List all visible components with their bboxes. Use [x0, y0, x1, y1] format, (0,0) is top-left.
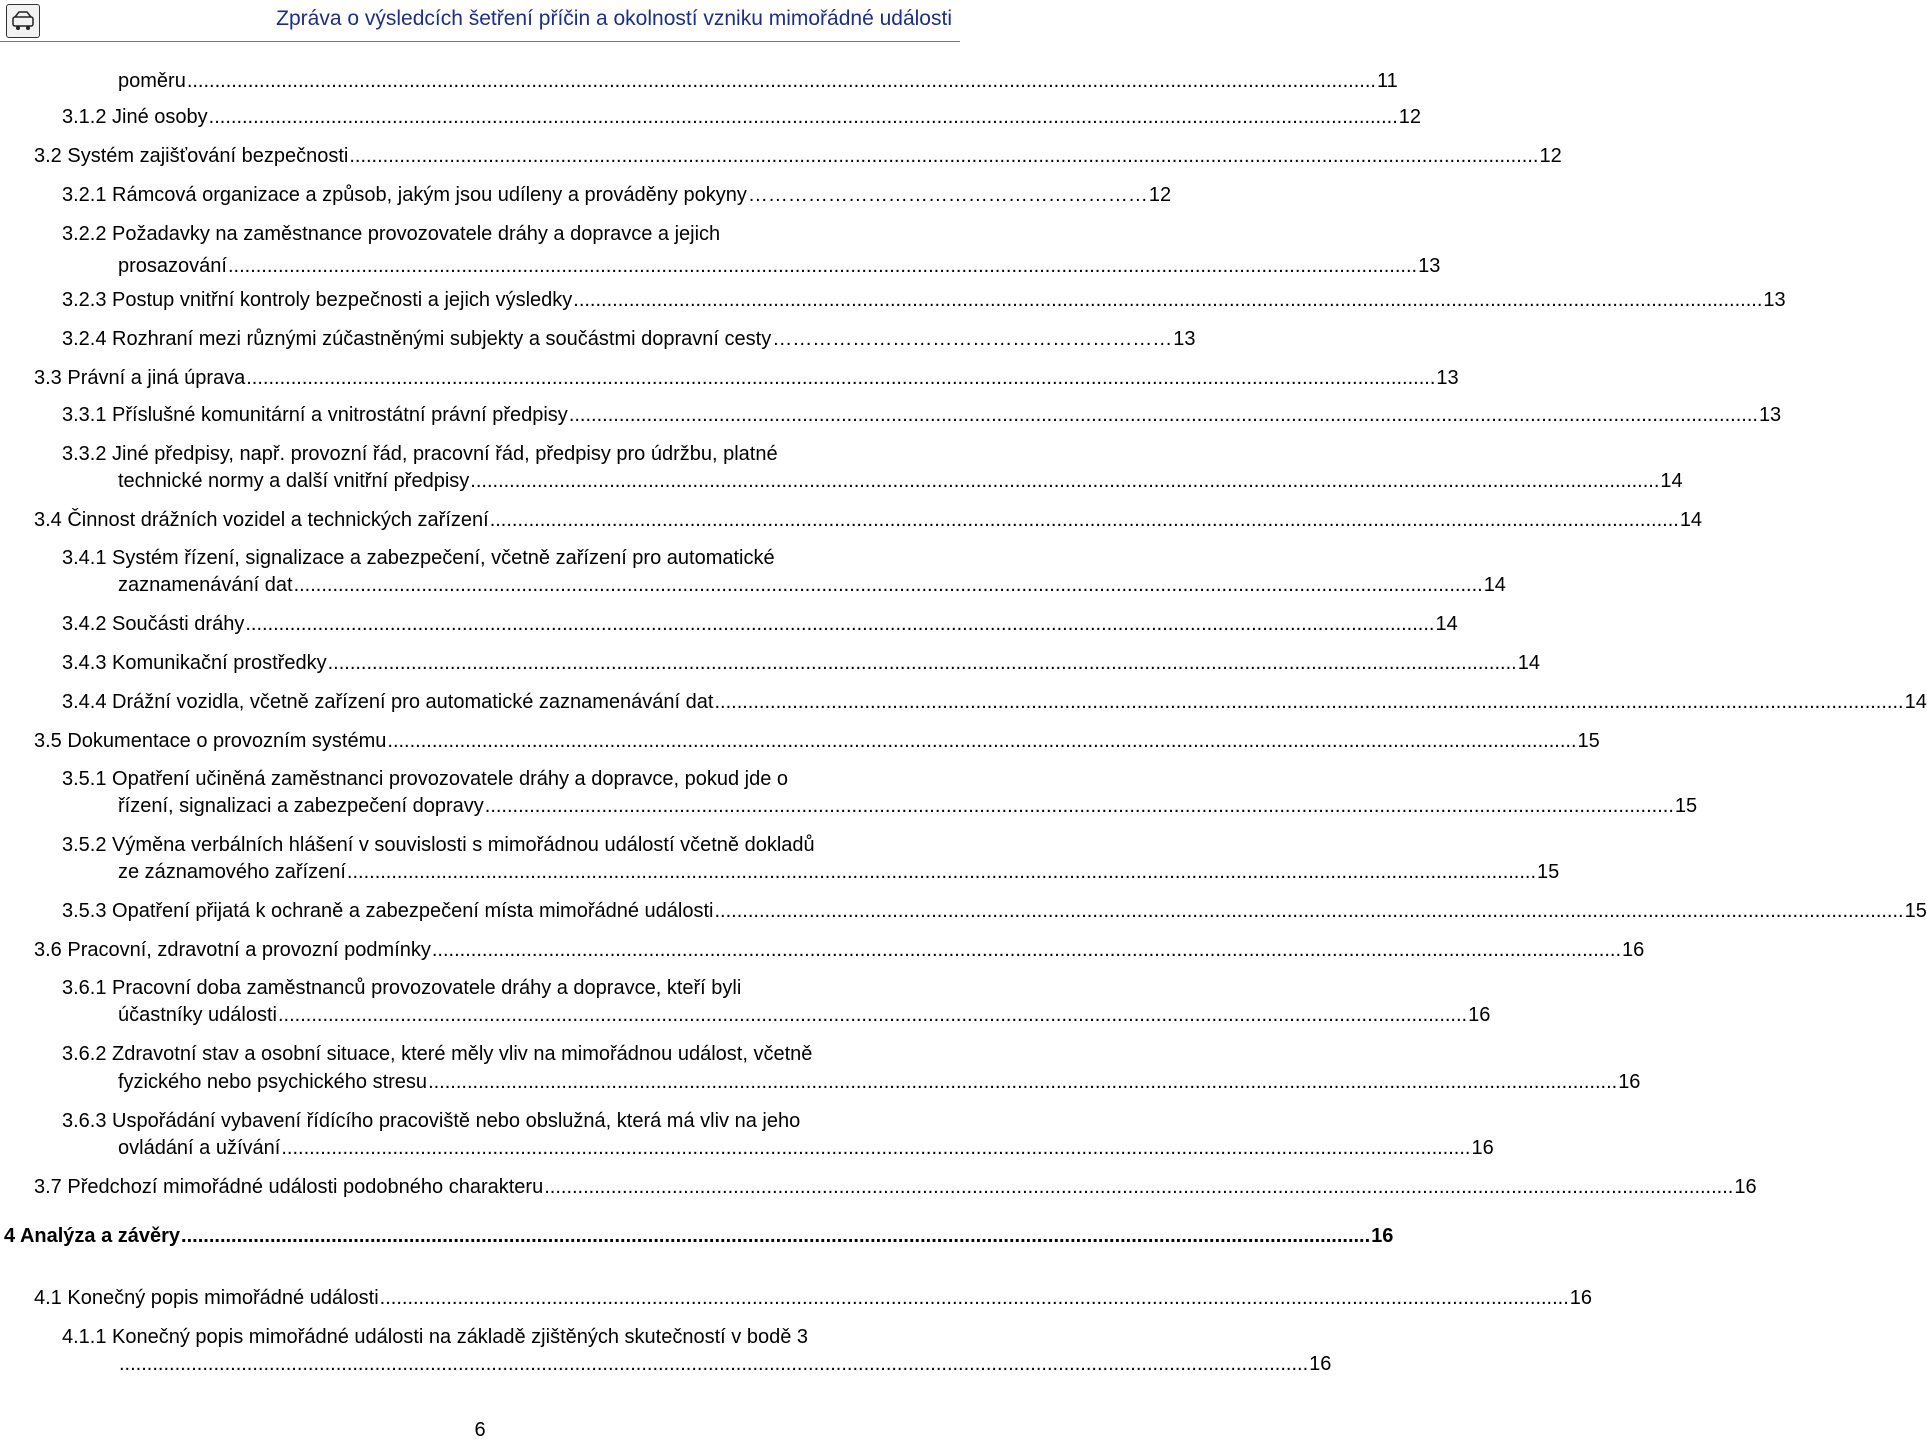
- toc-entry[interactable]: prosazování ...................................................................................................................................................................................................................... 13: [118, 255, 1441, 277]
- toc-entry[interactable]: 3.5.3 Opatření přijatá k ochraně a zabezpečení místa mimořádné události ...................................................................................................................................................................................................................... 15: [62, 900, 1927, 922]
- toc-entry[interactable]: 3.6.3 Uspořádání vybavení řídícího pracoviště nebo obslužná, která má vliv na jeho: [62, 1110, 801, 1132]
- toc-entry[interactable]: 4.1.1 Konečný popis mimořádné události na základě zjištěných skutečností v bodě 3: [62, 1326, 808, 1348]
- toc-entry[interactable]: 3.6 Pracovní, zdravotní a provozní podmínky ...................................................................................................................................................................................................................... 16: [34, 939, 1645, 961]
- toc-entry[interactable]: technické normy a další vnitřní předpisy ...................................................................................................................................................................................................................... 14: [118, 470, 1683, 492]
- toc-entry[interactable]: ovládání a užívání ...................................................................................................................................................................................................................... 16: [118, 1137, 1494, 1159]
- toc-entry[interactable]: 3.6.2 Zdravotní stav a osobní situace, které měly vliv na mimořádnou událost, včetně: [62, 1043, 813, 1065]
- toc-entry[interactable]: ...................................................................................................................................................................................................................... 16: [119, 1353, 1332, 1375]
- toc-entry[interactable]: ze záznamového zařízení ...................................................................................................................................................................................................................... 15: [118, 861, 1560, 883]
- toc-entry[interactable]: 3.4.2 Součásti dráhy ...................................................................................................................................................................................................................... 14: [62, 613, 1458, 635]
- toc-entry[interactable]: 3.4.1 Systém řízení, signalizace a zabezpečení, včetně zařízení pro automatické: [62, 547, 775, 569]
- document-title: Zpráva o výsledcích šetření příčin a okolností vzniku mimořádné události: [276, 7, 952, 30]
- toc-entry[interactable]: poměru ...................................................................................................................................................................................................................... 11: [118, 70, 1398, 92]
- toc-entry[interactable]: 3.1.2 Jiné osoby ...................................................................................................................................................................................................................... 12: [62, 106, 1422, 128]
- page-number: 6: [474, 1419, 486, 1441]
- toc-entry[interactable]: řízení, signalizaci a zabezpečení dopravy ...................................................................................................................................................................................................................... 15: [118, 795, 1698, 817]
- toc-entry[interactable]: 3.2.4 Rozhraní mezi různými zúčastněnými subjekty a součástmi dopravní cesty …………………………………………………… 13: [62, 328, 1196, 350]
- toc-entry[interactable]: 4 Analýza a závěry ...................................................................................................................................................................................................................... 16: [4, 1225, 1394, 1247]
- toc-entry[interactable]: zaznamenávání dat ...................................................................................................................................................................................................................... 14: [118, 574, 1506, 596]
- toc-entry[interactable]: 3.7 Předchozí mimořádné události podobného charakteru ...................................................................................................................................................................................................................... 16: [34, 1176, 1757, 1198]
- toc-entry[interactable]: 3.4 Činnost drážních vozidel a technických zařízení ...................................................................................................................................................................................................................... 14: [34, 509, 1703, 531]
- toc-entry[interactable]: 3.3.1 Příslušné komunitární a vnitrostátní právní předpisy ...................................................................................................................................................................................................................... 13: [62, 404, 1782, 426]
- toc-entry[interactable]: 3.4.4 Drážní vozidla, včetně zařízení pro automatické zaznamenávání dat ...................................................................................................................................................................................................................... 14: [62, 691, 1927, 713]
- toc-entry[interactable]: 3.5.2 Výměna verbálních hlášení v souvislosti s mimořádnou událostí včetně dokladů: [62, 834, 815, 856]
- toc-entry[interactable]: 3.5 Dokumentace o provozním systému ...................................................................................................................................................................................................................... 15: [34, 730, 1600, 752]
- toc-entry[interactable]: 3.2.3 Postup vnitřní kontroly bezpečnosti a jejich výsledky ...................................................................................................................................................................................................................... 13: [62, 289, 1786, 311]
- toc-entry[interactable]: 3.3.2 Jiné předpisy, např. provozní řád, pracovní řád, předpisy pro údržbu, platné: [62, 443, 778, 465]
- toc-entry[interactable]: 3.5.1 Opatření učiněná zaměstnanci provozovatele dráhy a dopravce, pokud jde o: [62, 768, 789, 790]
- toc-entry[interactable]: účastníky události ...................................................................................................................................................................................................................... 16: [118, 1004, 1491, 1026]
- toc-entry[interactable]: 3.2.2 Požadavky na zaměstnance provozovatele dráhy a dopravce a jejich: [62, 223, 721, 245]
- toc-entry[interactable]: 3.6.1 Pracovní doba zaměstnanců provozovatele dráhy a dopravce, kteří byli: [62, 977, 742, 999]
- toc-entry[interactable]: fyzického nebo psychického stresu ...................................................................................................................................................................................................................... 16: [118, 1071, 1641, 1093]
- toc-entry[interactable]: 3.2 Systém zajišťování bezpečnosti ...................................................................................................................................................................................................................... 12: [34, 145, 1562, 167]
- toc-entry[interactable]: 4.1 Konečný popis mimořádné události ...................................................................................................................................................................................................................... 16: [34, 1287, 1593, 1309]
- toc-entry[interactable]: 3.4.3 Komunikační prostředky ...................................................................................................................................................................................................................... 14: [62, 652, 1540, 674]
- toc-entry[interactable]: 3.2.1 Rámcová organizace a způsob, jakým jsou udíleny a prováděny pokyny …………………………………………………… 12: [62, 184, 1172, 206]
- toc-entry[interactable]: 3.3 Právní a jiná úprava ...................................................................................................................................................................................................................... 13: [34, 367, 1459, 389]
